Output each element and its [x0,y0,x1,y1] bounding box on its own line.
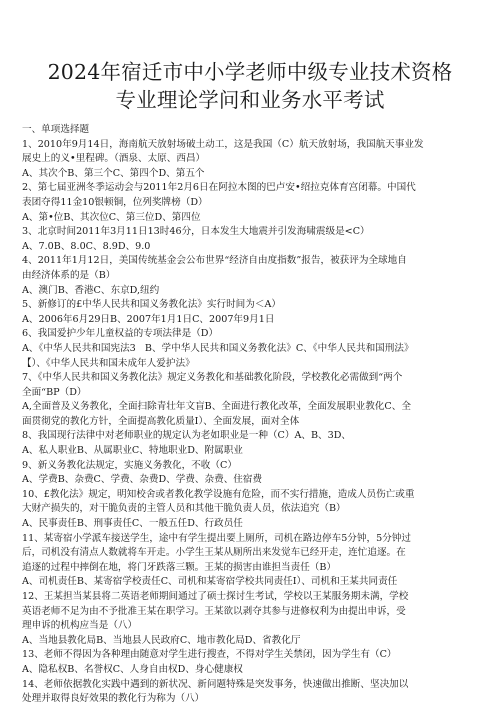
text-line: 由经济体系的是（B） [22,269,116,281]
text-line: 12、王某担当某县将二英语老师期间通过了硕士探讨生考试，学校以王某服务期未满，学校 [22,591,409,602]
text-line: 英语老师不足为由不予批准王某在职学习。王某欲以剥夺其参与进修权利为由提出申诉，受 [22,605,406,617]
text-line: A、其次个B、第三个C、第四个D、第五个 [22,167,205,179]
document-title-line-1: 2024年宿迁市中小学老师中级专业技术资格 [47,60,453,84]
text-line: 全面“BP（D） [22,386,87,398]
document-title-line-2: 专业理论学问和业务水平考试 [115,88,385,112]
text-line: A、学费B、杂费C、学费、杂费D、学费、杂费、住宿费 [22,474,263,486]
text-line: A、第•位B、其次位C、第三位D、第四位 [22,211,201,223]
text-line: A、私人职业B、从属职业C、特地职业D、附属职业 [22,445,243,457]
question-lines [22,138,478,707]
text-line: 表团夺得11金10银顿铜，位列奖牌榜（D） [22,196,208,208]
text-line: 11、某寄宿小学派车接送学生，途中有学生提出要上厕所，司机在路边停车5分钟，5分钟过 [22,532,411,544]
text-line: 6、我国爱护少年儿童权益的专项法律是（D） [22,328,219,340]
text-line: 9、新义务教化法规定，实施义务教化，不收（C） [22,459,237,471]
text-line: A、司机责任B、某寄宿学校责任C、司机和某寄宿学校共同责任I）、司机和王某共同责任 [22,576,398,588]
text-line: 处理并取得良好效果的教化行为称为（八） [22,693,205,705]
text-line: A、《中华人民共和国宪法3 B、学中华人民共和国义务教化法》C、《中华人民共和国刑法》 [22,342,414,354]
text-line: 后，司机没有清点人数就将车开走。小学生王某从厕所出来发觉车已经开走，连忙追逐。在 [22,547,406,559]
document-body [22,123,478,707]
section-heading: 一、单项选择题 [22,124,90,135]
text-line: 5、新修订的£中华人民共和国义务教化法》实行时间为＜A） [22,299,281,311]
text-line: 理申诉的机构应当是（八） [22,620,138,632]
text-line: 大财产损失的，对干脆负责的主管人员和其他干脆负责人员，依法追究（B） [22,503,346,515]
text-line: 4、2011年1月12日，美国传统基金会公布世界“经济自由度指数”报告，被获评为全球地自 [22,255,407,267]
text-line: A、民事责任B、刑事责任C、一般五任D、行政员任 [22,518,243,530]
text-line: A、2006年6月29日B、2007年1月1日C、2007年9月1日 [22,313,275,325]
text-line: 1、2010年9月14日，海南航天放射场破土动工，这是我国（C）航天放射场，我国航天事业发 [22,138,424,150]
text-line: 14、老师依据教化实践中遇到的新状况、新问题特殊是突发事务，快速做出推断、坚决加以 [22,678,409,690]
text-line: 追逐的过程中摔倒在地，将门牙跌落三颗。王某的损害由谁担当责任（B） [22,561,337,573]
text-line: 13、老师不得因为各种理由随意对学生进行搜查，不得对学生关禁闭，因为学生有（C） [22,649,397,661]
text-line: 展史上的义•里程碑。（酒泉、太原、西昌） [22,153,206,165]
text-line: A、7.0B、8.0C、8.9D、9.0 [22,240,151,252]
text-line: 7、《中华人民共和国义务教化法》规定义务教化和基础教化阶段，学校教化必需做到“两个 [22,372,403,384]
text-line: 3、北京时间2011年3月11日13时46分，日本发生大地震并引发海啸震级是<C） [22,226,370,238]
text-line: A、澳门B、香港C、东京D,纽约 [22,284,160,296]
text-line: 8、我国现行法律中对老师职业的规定认为老如职业是一种（C）A、B、3D、 [22,430,352,442]
text-line: A、当地县教化局B、当地县人民政府C、地市教化局D、省教化厅 [22,634,301,646]
text-line: A,全面普及义务教化，全面扫除青壮年文盲B、全面进行教化改革，全面发展职业教化C、全 [22,401,411,413]
text-line: 2、第七届亚洲冬季运动会与2011年2月6日在阿拉木图的巴卢安•绍拉克体育宫闭幕。中国代 [22,182,416,194]
text-line: 【）、《中华人民共和国未成年人爱护法》 [22,357,195,369]
text-line: A、隐私权B、名誉权C、人身自由权D、身心健康权 [22,663,243,675]
text-line: 面贯彻党的教化方针，全面提高教化质量I）、全面发展，面对全体 [22,415,300,427]
text-line: 10、£教化法》规定，明知校舍或者教化教学设施有危险，而不实行措施，造成人员伤亡或重 [22,488,415,500]
